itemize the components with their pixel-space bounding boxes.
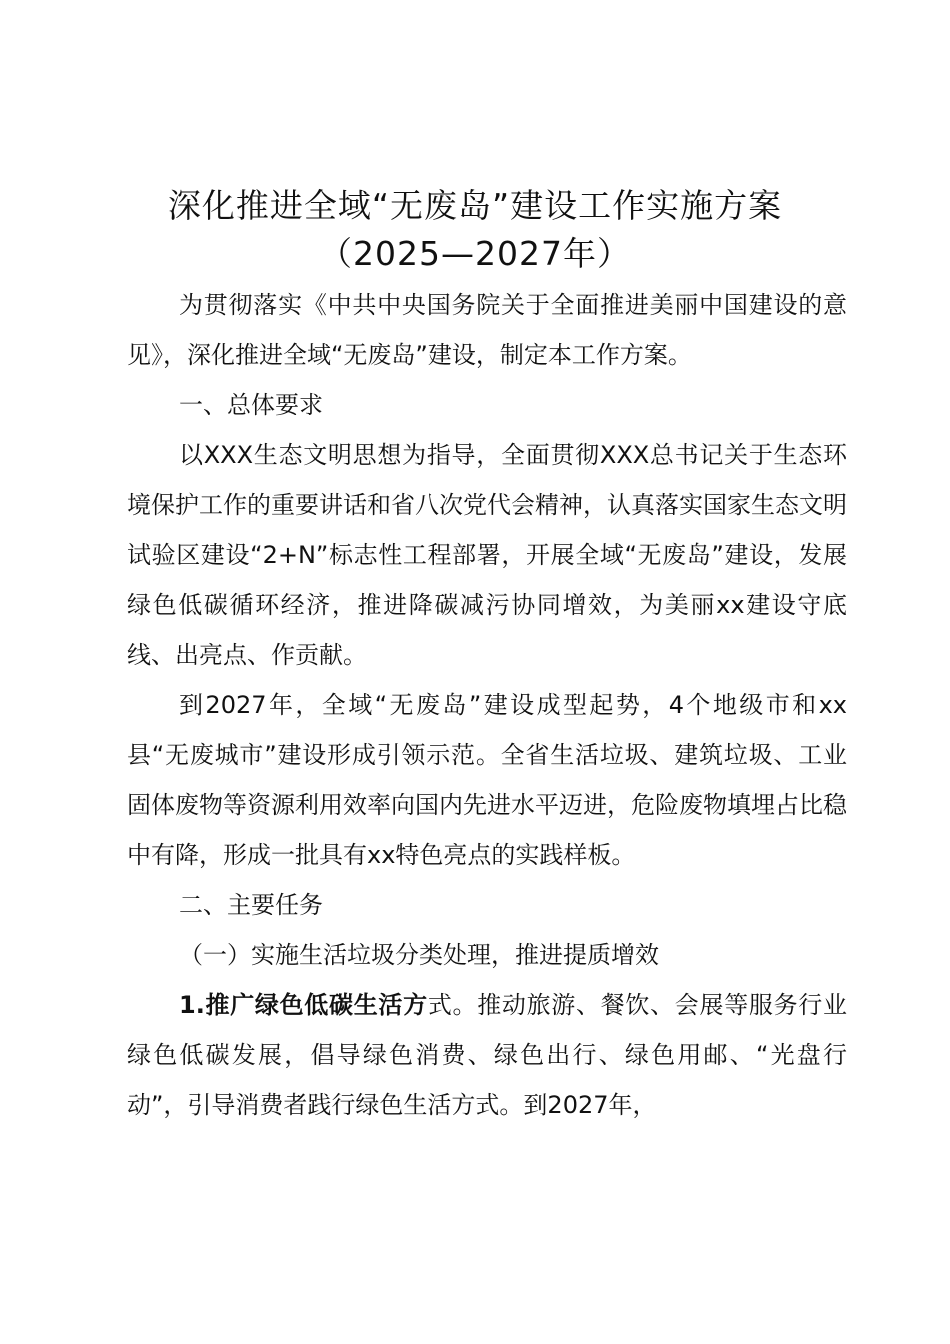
targets-2027-paragraph: 到2027年，全域“无废岛”建设成型起势，4个地级市和xx县“无废城市”建设形成引领示范。全省生活垃圾、建筑垃圾、工业固体废物等资源利用效率向国内先进水平迈进，危险废物填埋占比稳中有降，形成一批具有xx特色亮点的实践样板。 bbox=[127, 691, 847, 869]
section-heading-main-tasks: 二、主要任务 bbox=[179, 891, 323, 919]
document-subtitle-years: （2025—2027年） bbox=[319, 234, 631, 273]
document-body bbox=[127, 280, 847, 1130]
subsection-heading-household-waste: （一）实施生活垃圾分类处理，推进提质增效 bbox=[179, 941, 659, 969]
item-green-lifestyle-text: 式。推动旅游、餐饮、会展等服务行业绿色低碳发展，倡导绿色消费、绿色出行、绿色用邮、“光盘行动”，引导消费者践行绿色生活方式。到2027年， bbox=[127, 991, 847, 1119]
item-green-lifestyle-heading: 1.推广绿色低碳生活方 bbox=[179, 991, 428, 1019]
document-title: 深化推进全域“无废岛”建设工作实施方案 bbox=[167, 186, 783, 225]
guiding-ideology-paragraph: 以XXX生态文明思想为指导，全面贯彻XXX总书记关于生态环境保护工作的重要讲话和省八次党代会精神，认真落实国家生态文明试验区建设“2+N”标志性工程部署，开展全域“无废岛”建设，发展绿色低碳循环经济，推进降碳减污协同增效，为美丽xx建设守底线、出亮点、作贡献。 bbox=[127, 441, 847, 669]
section-heading-general-requirements: 一、总体要求 bbox=[179, 391, 323, 419]
intro-paragraph: 为贯彻落实《中共中央国务院关于全面推进美丽中国建设的意见》，深化推进全域“无废岛”建设，制定本工作方案。 bbox=[127, 291, 847, 369]
item-green-lifestyle-paragraph bbox=[127, 980, 847, 1130]
